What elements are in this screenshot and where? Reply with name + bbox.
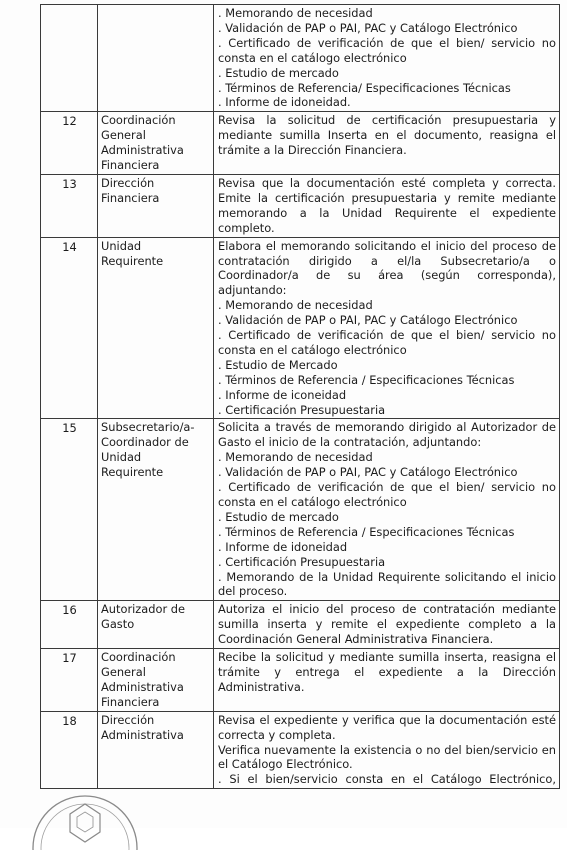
description-line: . Estudio de mercado	[218, 509, 339, 524]
description-line: . Términos de Referencia/ Especificaciones Técnicas	[218, 80, 511, 95]
description-line: . Informe de idoneidad.	[218, 95, 351, 110]
responsible-line: Administrativa	[101, 143, 184, 158]
responsible-line: Administrativa	[101, 727, 184, 742]
responsible-line: Requirente	[101, 465, 164, 480]
responsible-line: Dirección	[101, 712, 155, 727]
description-line: . Estudio de Mercado	[218, 357, 338, 372]
description-line: . Términos de Referencia / Especificaciones Técnicas	[218, 372, 515, 387]
table-row	[41, 711, 560, 789]
description-line: mediante sumilla Inserta en el documento, reasigna el	[218, 128, 556, 143]
description-line: . Certificación Presupuestaria	[218, 402, 386, 417]
table-row	[41, 112, 560, 175]
description-line: completo.	[218, 220, 275, 235]
description-line: Recibe la solicitud y mediante sumilla inserta, reasigna el	[218, 650, 556, 665]
description-line: . Certificación Presupuestaria	[218, 554, 386, 569]
description-line: . Estudio de mercado	[218, 65, 339, 80]
description-line: . Validación de PAP o PAI, PAC y Catálogo Electrónico	[218, 465, 518, 480]
table-row	[41, 601, 560, 649]
step-number: 13	[41, 174, 98, 237]
description-line: . Validación de PAP o PAI, PAC y Catálogo Electrónico	[218, 20, 518, 35]
responsible-cell	[98, 5, 214, 112]
description-line: contratación dirigido a el/la Subsecretario/a o	[218, 253, 556, 268]
table-row	[41, 174, 560, 237]
responsible-cell	[98, 711, 214, 789]
description-cell	[214, 601, 560, 649]
description-line: Elabora el memorando solicitando el inicio del proceso de	[218, 238, 556, 253]
step-number: 14	[41, 237, 98, 419]
table-row	[41, 237, 560, 419]
responsible-cell	[98, 419, 214, 601]
description-line: . Memorando de necesidad	[218, 298, 373, 313]
description-line: . Informe de idoneidad	[218, 539, 348, 554]
responsible-line: Subsecretario/a-	[101, 420, 195, 435]
process-table-body	[41, 5, 560, 789]
description-line: Revisa que la documentación esté completa y correcta.	[218, 175, 556, 190]
description-line: Revisa la solicitud de certificación presupuestaria y	[218, 113, 556, 128]
responsible-line: General	[101, 128, 146, 143]
responsible-cell	[98, 112, 214, 175]
description-line: Gasto el inicio de la contratación, adjuntando:	[218, 435, 482, 450]
process-table	[40, 4, 560, 789]
description-line: del proceso.	[218, 584, 288, 599]
responsible-line: Financiera	[101, 158, 160, 173]
description-line: . Memorando de la Unidad Requirente solicitando el inicio	[218, 569, 556, 584]
description-line: trámite a la Dirección Financiera.	[218, 143, 407, 158]
responsible-line: Coordinador de	[101, 435, 189, 450]
description-line: Coordinación General Administrativa Financiera.	[218, 632, 494, 647]
table-row	[41, 649, 560, 712]
step-number: 12	[41, 112, 98, 175]
responsible-line: Gasto	[101, 617, 135, 632]
step-number: 15	[41, 419, 98, 601]
description-line: correcta y completa.	[218, 727, 336, 742]
responsible-line: Autorizador de	[101, 602, 185, 617]
description-line: sumilla inserta y remite el expediente completo a la	[218, 617, 556, 632]
description-cell	[214, 237, 560, 419]
description-line: . Certificado de verificación de que el bien/ servicio no	[218, 35, 556, 50]
description-line: . Términos de Referencia / Especificaciones Técnicas	[218, 524, 515, 539]
description-line: memorando a la Unidad Requirente el expediente	[218, 205, 556, 220]
responsible-line: Dirección	[101, 175, 155, 190]
description-line: . Certificado de verificación de que el bien/ servicio no	[218, 480, 556, 495]
table-row	[41, 5, 560, 112]
description-line: . Informe de iconeidad	[218, 387, 347, 402]
step-number: 18	[41, 711, 98, 789]
description-cell	[214, 112, 560, 175]
description-cell	[214, 649, 560, 712]
responsible-line: Administrativa	[101, 679, 184, 694]
description-line: consta en el catálogo electrónico	[218, 495, 407, 509]
responsible-cell	[98, 237, 214, 419]
description-line: . Memorando de necesidad	[218, 450, 373, 465]
responsible-line: Financiera	[101, 694, 160, 709]
description-line: el Catálogo Electrónico.	[218, 757, 353, 772]
responsible-line: Coordinación	[101, 113, 176, 128]
description-line: consta en el catálogo electrónico	[218, 50, 407, 65]
description-line: . Validación de PAP o PAI, PAC y Catálogo Electrónico	[218, 313, 518, 328]
description-line: consta en el catálogo electrónico	[218, 342, 407, 357]
description-line: Solicita a través de memorando dirigido al Autorizador de	[218, 420, 556, 435]
responsible-cell	[98, 601, 214, 649]
description-cell	[214, 711, 560, 789]
description-line: Autoriza el inicio del proceso de contratación mediante	[218, 602, 556, 617]
step-number: 16	[41, 601, 98, 649]
table-row	[41, 419, 560, 601]
description-line: . Certificado de verificación de que el bien/ servicio no	[218, 328, 556, 343]
description-cell	[214, 419, 560, 601]
description-line: Emite la certificación presupuestaria y remite mediante	[218, 190, 556, 205]
description-cell	[214, 5, 560, 112]
step-number	[41, 5, 98, 112]
description-line: trámite y entrega el expediente a la Dirección	[218, 664, 556, 679]
responsible-line: General	[101, 664, 146, 679]
description-line: Administrativa.	[218, 679, 305, 694]
description-cell	[214, 174, 560, 237]
responsible-line: Coordinación	[101, 650, 176, 665]
seal-stamp-icon	[20, 790, 150, 850]
description-line: Verifica nuevamente la existencia o no del bien/servicio en	[218, 742, 556, 757]
description-line: . Si el bien/servicio consta en el Catálogo Electrónico,	[218, 772, 556, 787]
responsible-line: Unidad	[101, 238, 142, 253]
description-line: Coordinador/a de su área (según corresponda),	[218, 268, 556, 283]
step-number: 17	[41, 649, 98, 712]
responsible-cell	[98, 649, 214, 712]
responsible-line: Requirente	[101, 253, 164, 268]
description-line: adjuntando:	[218, 283, 287, 298]
responsible-line: Financiera	[101, 190, 160, 205]
description-line: Revisa el expediente y verifica que la documentación esté	[218, 712, 556, 727]
description-line: . Memorando de necesidad	[218, 6, 373, 20]
responsible-line: Unidad	[101, 450, 142, 465]
responsible-cell	[98, 174, 214, 237]
